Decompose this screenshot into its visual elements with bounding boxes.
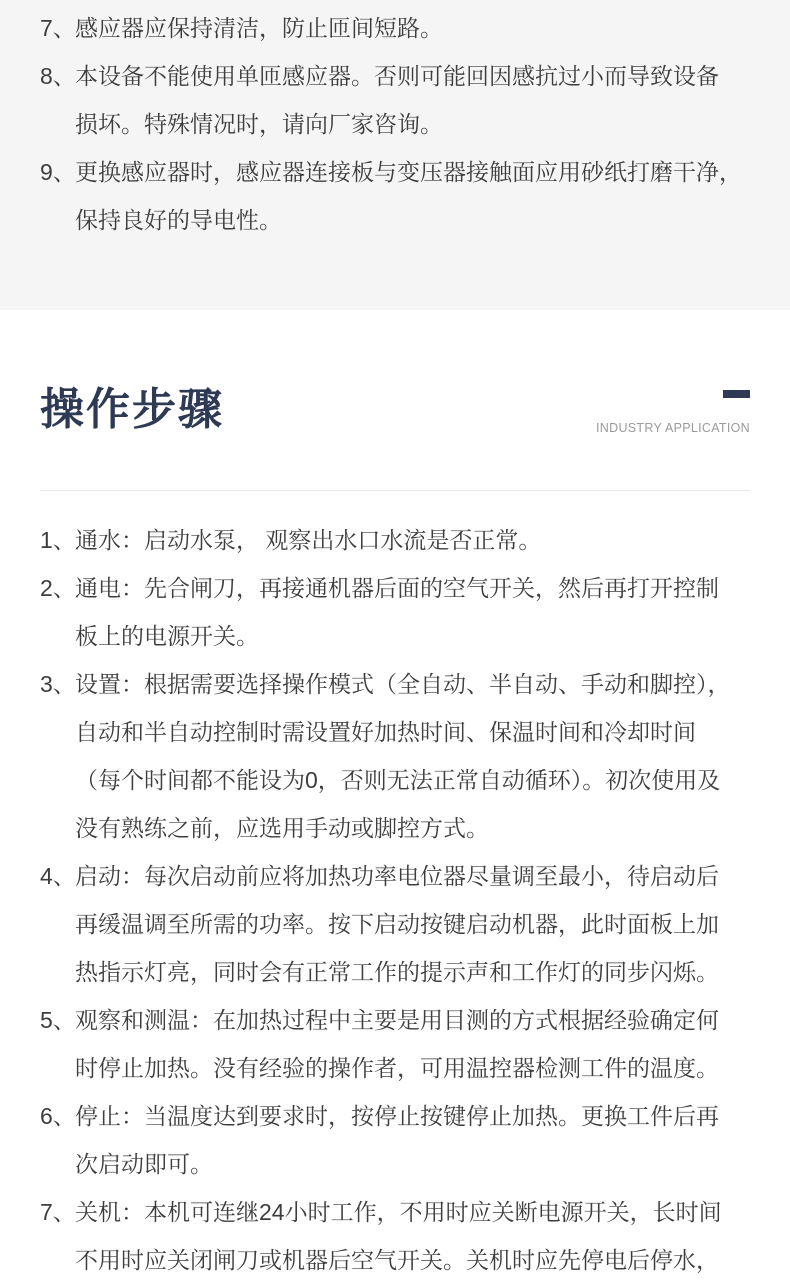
item-number: 1、	[40, 527, 76, 553]
list-item	[40, 4, 750, 52]
item-text: 通水：启动水泵， 观察出水口水流是否正常。	[75, 527, 542, 553]
section-subtitle: INDUSTRY APPLICATION	[596, 421, 750, 435]
section-header	[40, 382, 750, 438]
item-number: 8、	[40, 63, 76, 89]
item-text: 停止：当温度达到要求时，按停止按键停止加热。更换工件后再 次启动即可。	[75, 1103, 719, 1177]
item-text: 本设备不能使用单匝感应器。否则可能回因感抗过小而导致设备 损坏。特殊情况时，请向厂家咨询。	[75, 63, 719, 137]
list-item	[40, 52, 750, 148]
item-number: 2、	[40, 575, 76, 601]
section-divider	[40, 490, 750, 491]
operation-steps-section	[0, 382, 790, 1284]
item-number: 3、	[40, 671, 76, 697]
section-header-meta	[596, 382, 750, 435]
list-item	[40, 516, 750, 564]
item-text: 启动：每次启动前应将加热功率电位器尽量调至最小，待启动后 再缓温调至所需的功率。按下启动按键启动机器，此时面板上加 热指示灯亮，同时会有正常工作的提示声和工作灯的同步闪烁。	[75, 863, 719, 985]
operation-steps-list	[40, 516, 750, 1284]
item-number: 4、	[40, 863, 76, 889]
accent-dash-icon	[723, 390, 750, 398]
list-item	[40, 1188, 750, 1284]
item-number: 7、	[40, 15, 76, 41]
item-text: 通电：先合闸刀，再接通机器后面的空气开关，然后再打开控制 板上的电源开关。	[75, 575, 719, 649]
list-item	[40, 852, 750, 996]
list-item	[40, 660, 750, 852]
list-item	[40, 148, 750, 244]
list-item	[40, 996, 750, 1092]
safety-notes-list	[40, 4, 750, 244]
list-item	[40, 1092, 750, 1188]
safety-notes-section	[0, 0, 790, 310]
item-text: 关机：本机可连继24小时工作，不用时应关断电源开关，长时间 不用时应关闭闸刀或机器后空气开关。关机时应先停电后停水，	[75, 1199, 722, 1273]
page-title: 操作步骤	[40, 385, 224, 434]
item-text: 观察和测温：在加热过程中主要是用目测的方式根据经验确定何 时停止加热。没有经验的操作者，可用温控器检测工件的温度。	[75, 1007, 719, 1081]
item-number: 6、	[40, 1103, 76, 1129]
list-item	[40, 564, 750, 660]
item-number: 5、	[40, 1007, 76, 1033]
item-number: 9、	[40, 159, 76, 185]
item-text: 更换感应器时，感应器连接板与变压器接触面应用砂纸打磨干净， 保持良好的导电性。	[75, 159, 742, 233]
item-text: 感应器应保持清洁，防止匝间短路。	[75, 15, 443, 41]
item-text: 设置：根据需要选择操作模式（全自动、半自动、手动和脚控）， 自动和半自动控制时需设置好加热时间、保温时间和冷却时间 （每个时间都不能设为0，否则无法正常自动循环）。初次使用及 没有熟练之前，应选用手动或脚控方式。	[75, 671, 731, 841]
item-number: 7、	[40, 1199, 76, 1225]
